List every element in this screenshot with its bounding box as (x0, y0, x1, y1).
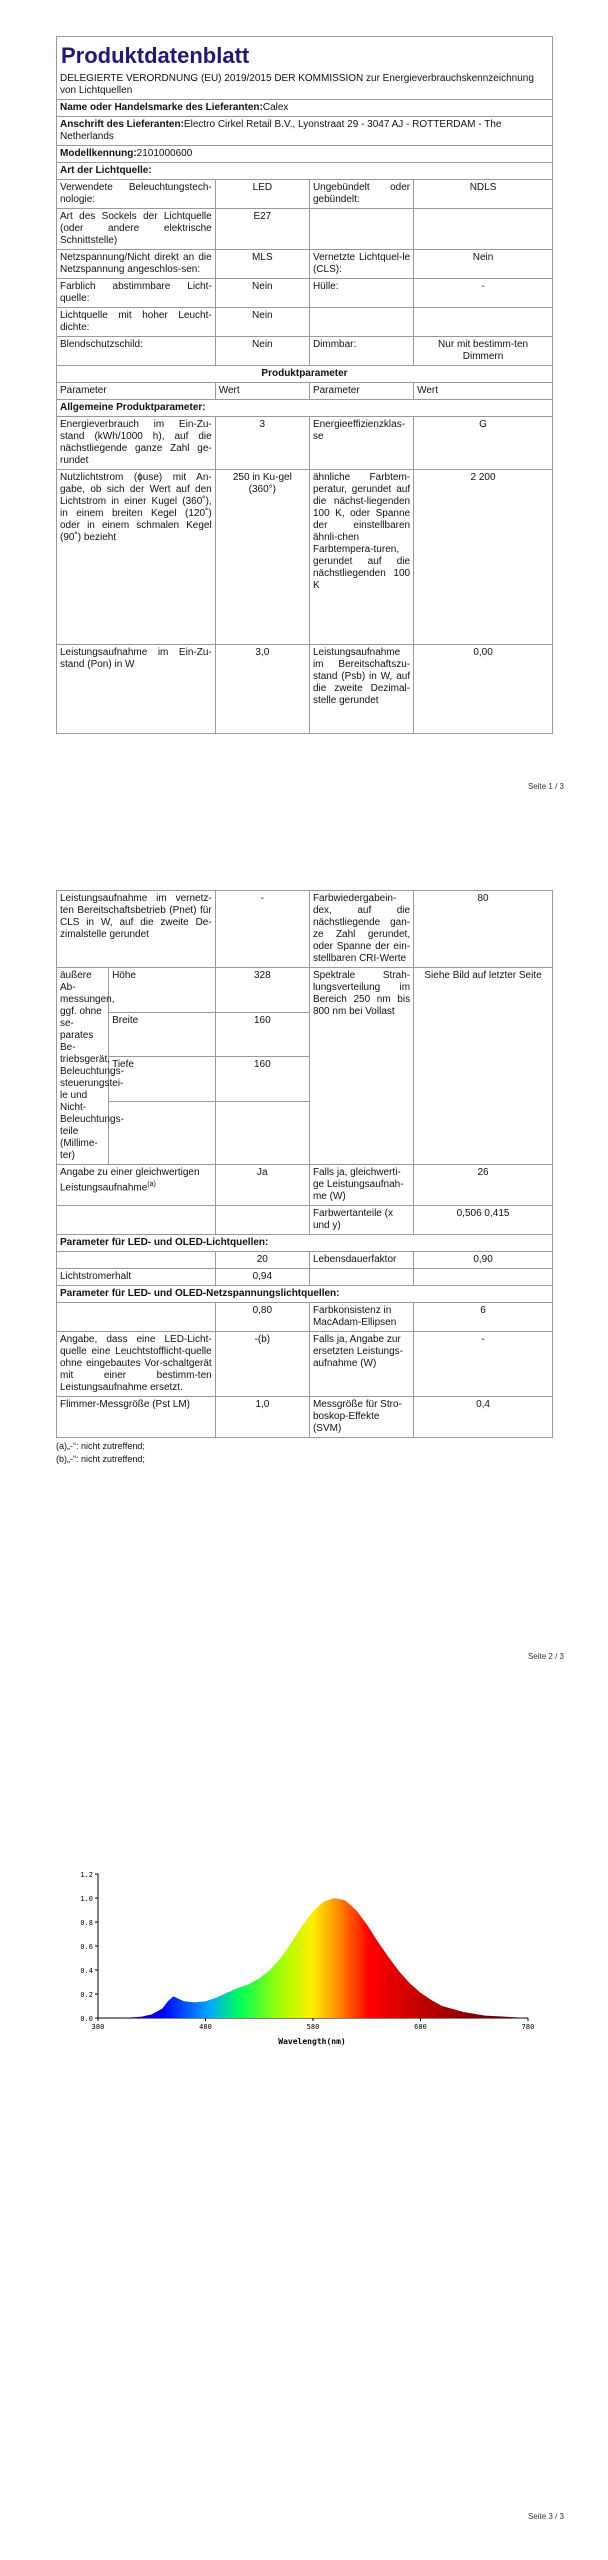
mains-value-1: 0,80 (215, 1303, 309, 1332)
macadam-label: Farbkonsistenz in MacAdam-Ellipsen (309, 1303, 413, 1332)
general-param-value: 250 in Ku-gel (360°) (215, 470, 309, 645)
strobe-value: 0,4 (414, 1397, 553, 1438)
light-type-value: LED (215, 180, 309, 209)
product-params-header: Produktparameter (57, 366, 553, 383)
light-type-label: Hülle: (309, 279, 413, 308)
light-type-label: Vernetzte Lichtquel-le (CLS): (309, 250, 413, 279)
height-label: Höhe (109, 968, 216, 1013)
page-2 (0, 860, 608, 1700)
strobe-label: Messgröße für Stro-boskop-Effekte (SVM) (309, 1397, 413, 1438)
light-type-label: Dimmbar: (309, 337, 413, 366)
cri-label: Farbwiedergabein-dex, auf die nächstliegende gan-ze Zahl gerundet, oder Spanne der ein-stellbaren CRI-Werte (309, 891, 413, 968)
light-type-value: - (414, 279, 553, 308)
chroma-value: 0,506 0,415 (414, 1206, 553, 1235)
lumen-maint-blank-value (414, 1269, 553, 1286)
equiv-power-claim: Angabe zu einer gleichwertigen Leistungsaufnahme$^{(a)}$ (57, 1165, 216, 1206)
light-type-label: Art des Sockels der Lichtquelle (oder andere elektrische Schnittstelle) (57, 209, 216, 250)
supplier-name-row (57, 100, 553, 117)
light-type-value: MLS (215, 250, 309, 279)
col-value-2: Wert (414, 383, 553, 400)
y-tick-label: 0.0 (80, 2015, 93, 2023)
general-param-value: G (414, 417, 553, 470)
light-type-value: E27 (215, 209, 309, 250)
regulation-text: DELEGIERTE VERORDNUNG (EU) 2019/2015 DER KOMMISSION zur Energieverbrauchskennzeichnung von Lichtquellen (57, 71, 553, 100)
col-param-2: Parameter (309, 383, 413, 400)
light-type-row (57, 279, 553, 308)
equiv-label: Angabe zu einer gleichwertigen Leistungsaufnahme (60, 1167, 200, 1194)
datasheet-table-1 (56, 36, 553, 734)
lumen-maint-value: 0,94 (215, 1269, 309, 1286)
equiv-power-label: Falls ja, gleichwerti-ge Leistungsaufnah-me (W) (309, 1165, 413, 1206)
led-params-header: Parameter für LED- und OLED-Lichtquellen: (57, 1235, 553, 1252)
replace-power-value: - (414, 1332, 553, 1397)
light-type-value: Nein (414, 250, 553, 279)
general-param-label: ähnliche Farbtem-peratur, gerundet auf die nächst-liegenden 100 K, oder Spanne der einstellbaren ähnli-chen Farbtempera-turen, gerundet auf die nächstliegenden 100 K (309, 470, 413, 645)
net-standby-label: Leistungsaufnahme im vernetz-ten Bereitschaftsbetrieb (Pnet) für CLS in W, auf die zweite De-zimalstelle gerundet (57, 891, 216, 968)
spectrum-chart (76, 1868, 546, 2048)
page-3 (0, 1720, 608, 2560)
flicker-value: 1,0 (215, 1397, 309, 1438)
x-tick-label: 780 (521, 2023, 535, 2031)
general-param-row (57, 417, 553, 470)
depth-label: Tiefe (109, 1057, 216, 1102)
y-tick-label: 1.0 (80, 1895, 93, 1903)
chroma-label: Farbwertanteile (x und y) (309, 1206, 413, 1235)
general-param-label: Leistungsaufnahme im Bereitschaftszu-stand (Psb) in W, auf die zweite Dezimal-stelle gerundet (309, 645, 413, 734)
general-param-row (57, 645, 553, 734)
dimensions-blank (109, 1102, 216, 1165)
light-type-row (57, 209, 553, 250)
spectral-value: Siehe Bild auf letzter Seite (414, 968, 553, 1165)
y-tick-label: 0.6 (80, 1943, 93, 1951)
lumen-maint-label: Lichtstromerhalt (57, 1269, 216, 1286)
light-type-label: Verwendete Beleuchtungstech-nologie: (57, 180, 216, 209)
light-type-row (57, 308, 553, 337)
footnote-a: (a)„-“: nicht zutreffend; (56, 1441, 145, 1451)
supplier-address: Electro Cirkel Retail B.V., Lyonstraat 29 - 3047 AJ - ROTTERDAM - The Netherlands (60, 119, 502, 142)
mains-params-header: Parameter für LED- und OLED-Netzspannungslichtquellen: (57, 1286, 553, 1303)
datasheet-table-2 (56, 890, 553, 1438)
general-param-value: 2 200 (414, 470, 553, 645)
general-param-label: Energieverbrauch im Ein-Zu-stand (kWh/1000 h), auf die nächstliegende ganze Zahl ge-rundet (57, 417, 216, 470)
general-params-header: Allgemeine Produktparameter: (57, 400, 553, 417)
x-tick-label: 480 (199, 2023, 212, 2031)
x-tick-label: 380 (91, 2023, 105, 2031)
light-type-label (309, 308, 413, 337)
mains-blank (57, 1303, 216, 1332)
y-tick-label: 0.2 (80, 1991, 93, 1999)
x-axis-label: Wavelength(nm) (278, 2037, 346, 2046)
y-tick-label: 0.8 (80, 1919, 93, 1927)
datasheet-page-2 (56, 890, 553, 1466)
footnote-b: (b)„-“: nicht zutreffend; (56, 1454, 145, 1464)
x-tick-label: 680 (414, 2023, 427, 2031)
general-param-value: 3,0 (215, 645, 309, 734)
cri-value: 80 (414, 891, 553, 968)
replace-power-label: Falls ja, Angabe zur ersetzten Leistungs-aufnahme (W) (309, 1332, 413, 1397)
depth-value: 160 (215, 1057, 309, 1102)
light-type-value (414, 308, 553, 337)
model-row (57, 146, 553, 163)
page-number: Seite 1 / 3 (527, 782, 564, 791)
model-id: 2101000600 (136, 148, 193, 159)
width-label: Breite (109, 1012, 216, 1057)
light-type-value: Nein (215, 337, 309, 366)
general-param-row (57, 470, 553, 645)
general-param-label: Energieeffizienzklas-se (309, 417, 413, 470)
replace-value: -(b) (215, 1332, 309, 1397)
light-type-label: Netzspannung/Nicht direkt an die Netzspannung angeschlos-sen: (57, 250, 216, 279)
chroma-blank (57, 1206, 216, 1235)
lifetime-label: Lebensdauerfaktor (309, 1252, 413, 1269)
led-blank (57, 1252, 216, 1269)
replace-label: Angabe, dass eine LED-Licht-quelle eine Leuchtstofflicht-quelle ohne eingebautes Vor-schaltgerät mit einer bestimm-ten Leistungsaufnahme ersetzt. (57, 1332, 216, 1397)
page-number: Seite 3 / 3 (527, 2512, 564, 2521)
x-tick-label: 580 (306, 2023, 320, 2031)
height-value: 328 (215, 968, 309, 1013)
light-type-label: Lichtquelle mit hoher Leucht-dichte: (57, 308, 216, 337)
width-value: 160 (215, 1012, 309, 1057)
col-param-1: Parameter (57, 383, 216, 400)
general-param-value: 0,00 (414, 645, 553, 734)
led-value-1: 20 (215, 1252, 309, 1269)
light-type-label: Blendschutzschild: (57, 337, 216, 366)
page-title: Produktdatenblatt (57, 37, 553, 72)
equiv-value: Ja (215, 1165, 309, 1206)
y-tick-label: 0.4 (80, 1967, 93, 1975)
light-type-row (57, 180, 553, 209)
spectral-label: Spektrale Strah-lungsverteilung im Bereich 250 nm bis 800 nm bei Vollast (309, 968, 413, 1165)
dimensions-blank-value (215, 1102, 309, 1165)
light-type-value (414, 209, 553, 250)
general-param-label: Leistungsaufnahme im Ein-Zu-stand (Pon) in W (57, 645, 216, 734)
light-type-row (57, 250, 553, 279)
supplier-address-row (57, 117, 553, 146)
chroma-blank-value (215, 1206, 309, 1235)
supplier-address-label: Anschrift des Lieferanten: (60, 119, 184, 130)
light-type-row (57, 337, 553, 366)
light-type-value: Nein (215, 308, 309, 337)
light-source-type-header: Art der Lichtquelle: (57, 163, 553, 180)
light-type-value: NDLS (414, 180, 553, 209)
chart-area (98, 1898, 528, 2018)
model-label: Modellkennung: (60, 148, 137, 159)
macadam-value: 6 (414, 1303, 553, 1332)
lifetime-value: 0,90 (414, 1252, 553, 1269)
dimensions-label: äußere Ab-messungen, ggf. ohne se-parates Be-triebsgerät, Beleuchtungs-steuerungstei-le und Nicht-Beleuchtungs-teile (Millime-ter) (57, 968, 109, 1165)
flicker-label: Flimmer-Messgröße (Pst LM) (57, 1397, 216, 1438)
lumen-maint-blank (309, 1269, 413, 1286)
general-param-value: 3 (215, 417, 309, 470)
light-type-label (309, 209, 413, 250)
supplier-name: Calex (262, 102, 289, 113)
page-number: Seite 2 / 3 (527, 1652, 564, 1661)
light-type-value: Nein (215, 279, 309, 308)
page-1 (0, 0, 608, 840)
col-value-1: Wert (215, 383, 309, 400)
y-tick-label: 1.2 (80, 1871, 93, 1879)
equiv-power-value: 26 (414, 1165, 553, 1206)
general-param-label: Nutzlichtstrom (ɸuse) mit An-gabe, ob sich der Wert auf den Lichtstrom in einer Kugel (360˚), in einem breiten Kegel (120˚) oder in einem schmalen Kegel (90˚) bezieht (57, 470, 216, 645)
datasheet-page-1 (56, 36, 553, 734)
spectrum-area (98, 1898, 528, 2018)
supplier-name-label: Name oder Handelsmarke des Lieferanten: (60, 102, 263, 113)
light-type-value: Nur mit bestimm-ten Dimmern (414, 337, 553, 366)
light-type-label: Ungebündelt oder gebündelt: (309, 180, 413, 209)
light-type-label: Farblich abstimmbare Licht-quelle: (57, 279, 216, 308)
net-standby-value: - (215, 891, 309, 968)
